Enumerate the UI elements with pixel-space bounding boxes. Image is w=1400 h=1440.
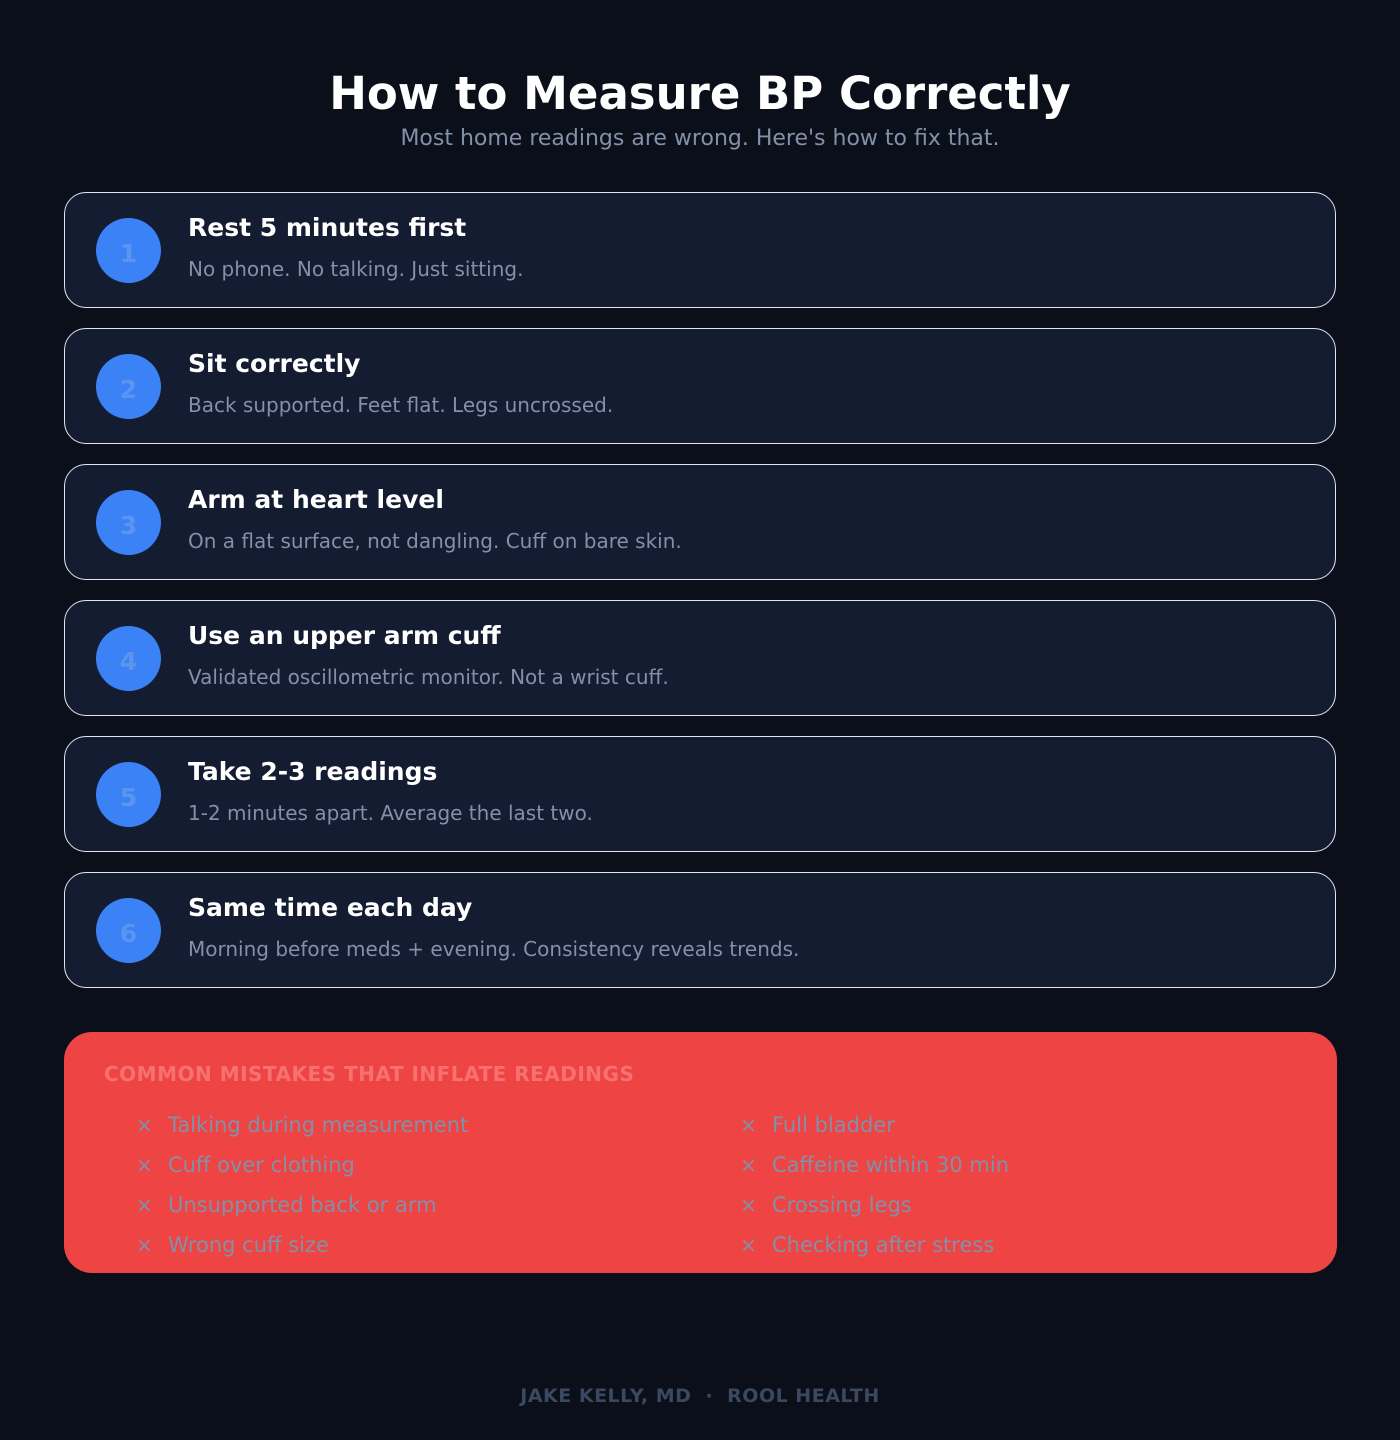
- x-icon: ×: [136, 1153, 153, 1177]
- step-title: Arm at heart level: [188, 485, 444, 514]
- x-icon: ×: [740, 1233, 757, 1257]
- mistakes-column-left: [136, 1110, 468, 1270]
- footer-author: JAKE KELLY, MD: [520, 1385, 692, 1407]
- footer-separator: ·: [705, 1385, 714, 1407]
- mistake-item: [740, 1110, 1009, 1150]
- step-card: [64, 736, 1336, 852]
- steps-list: [64, 192, 1336, 1008]
- mistake-label: Checking after stress: [772, 1233, 995, 1257]
- step-title: Rest 5 minutes first: [188, 213, 467, 242]
- step-description: Morning before meds + evening. Consistency reveals trends.: [188, 937, 800, 961]
- mistake-label: Unsupported back or arm: [168, 1193, 437, 1217]
- footer-credit: [0, 1382, 1400, 1410]
- step-title: Sit correctly: [188, 349, 361, 378]
- footer-organization: ROOL HEALTH: [727, 1385, 880, 1407]
- mistakes-column-right: [740, 1110, 1009, 1270]
- mistake-item: [740, 1150, 1009, 1190]
- x-icon: ×: [740, 1113, 757, 1137]
- mistake-item: [136, 1150, 468, 1190]
- step-number-badge: 5: [96, 762, 161, 827]
- mistake-label: Caffeine within 30 min: [772, 1153, 1010, 1177]
- step-number-badge: 1: [96, 218, 161, 283]
- step-card: [64, 464, 1336, 580]
- step-title: Same time each day: [188, 893, 473, 922]
- mistake-label: Cuff over clothing: [168, 1153, 355, 1177]
- step-description: On a flat surface, not dangling. Cuff on bare skin.: [188, 529, 682, 553]
- step-number-badge: 4: [96, 626, 161, 691]
- mistakes-heading: COMMON MISTAKES THAT INFLATE READINGS: [104, 1062, 635, 1086]
- mistake-item: [136, 1110, 468, 1150]
- step-number-badge: 6: [96, 898, 161, 963]
- x-icon: ×: [136, 1233, 153, 1257]
- mistake-label: Talking during measurement: [168, 1113, 469, 1137]
- step-title: Use an upper arm cuff: [188, 621, 501, 650]
- step-description: No phone. No talking. Just sitting.: [188, 257, 524, 281]
- x-icon: ×: [136, 1193, 153, 1217]
- step-card: [64, 192, 1336, 308]
- mistake-item: [740, 1230, 1009, 1270]
- page-subtitle: Most home readings are wrong. Here's how to fix that.: [400, 126, 1000, 151]
- step-card: [64, 328, 1336, 444]
- step-title: Take 2-3 readings: [188, 757, 438, 786]
- x-icon: ×: [740, 1193, 757, 1217]
- step-description: Validated oscillometric monitor. Not a wrist cuff.: [188, 665, 669, 689]
- mistake-label: Wrong cuff size: [168, 1233, 329, 1257]
- mistake-item: [136, 1190, 468, 1230]
- mistake-item: [740, 1190, 1009, 1230]
- mistake-label: Full bladder: [772, 1113, 895, 1137]
- step-number-badge: 2: [96, 354, 161, 419]
- mistake-item: [136, 1230, 468, 1270]
- step-number-badge: 3: [96, 490, 161, 555]
- step-description: Back supported. Feet flat. Legs uncrossed.: [188, 393, 614, 417]
- step-card: [64, 872, 1336, 988]
- mistake-label: Crossing legs: [772, 1193, 912, 1217]
- page-title: How to Measure BP Correctly: [329, 67, 1071, 120]
- step-card: [64, 600, 1336, 716]
- x-icon: ×: [740, 1153, 757, 1177]
- step-description: 1-2 minutes apart. Average the last two.: [188, 801, 593, 825]
- x-icon: ×: [136, 1113, 153, 1137]
- mistakes-panel: [64, 1032, 1337, 1273]
